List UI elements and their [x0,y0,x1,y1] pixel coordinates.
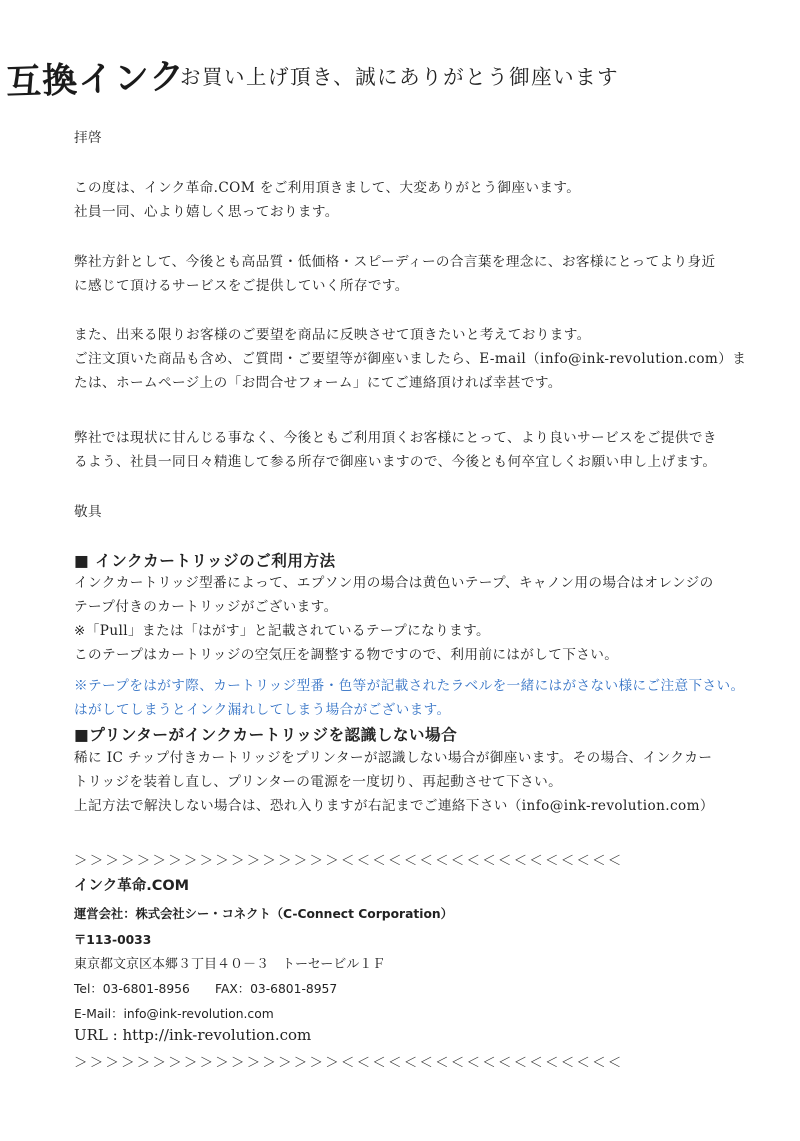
section-printer-recognition-text: 稀に IC チップ付きカートリッジをプリンターが認識しない場合が御座います。その場合、インクカー トリッジを装着し直し、プリンターの電源を一度切り、再起動させて下さい。 上記方法で解決しない場合は、恐れ入りますが右記までご連絡下さい（info@ink-revolution.com） [74,750,714,814]
paragraph-3: また、出来る限りお客様のご要望を商品に反映させて頂きたいと考えております。 ご注文頂いた商品も含め、ご質問・ご要望等が御座いましたら、E-mail（info@ink-revolution.com）ま たは、ホームページ上の「お問合せフォーム」にてご連絡頂ければ幸甚です。 [74,327,747,391]
section-cartridge-usage-text: インクカートリッジ型番によって、エプソン用の場合は黄色いテープ、キャノン用の場合はオレンジの テープ付きのカートリッジがございます。 ※「Pull」または「はがす」と記載されているテープになります。 このテープはカートリッジの空気圧を調整する物ですので、利用前にはがして下さい。 [74,575,714,663]
section-cartridge-notice: ※テープをはがす際、カートリッジ型番・色等が記載されたラベルを一緒にはがさない様にご注意下さい。 はがしてしまうとインク漏れしてしまう場合がございます。 [74,678,745,718]
operator-company: 運営会社：株式会社シー・コネクト（C-Connect Corporation） [74,907,453,921]
closing-salutation: 敬具 [74,504,102,520]
tel-number: Tel：03-6801-8956 [74,982,190,996]
separator-top: ＞＞＞＞＞＞＞＞＞＞＞＞＞＞＞＞＞＜＜＜＜＜＜＜＜＜＜＜＜＜＜＜＜＜＜ [74,853,624,869]
website-url[interactable]: URL : http://ink-revolution.com [74,1026,312,1044]
paragraph-4: 弊社では現状に甘んじる事なく、今後ともご利用頂くお客様にとって、より良いサービスをご提供でき るよう、社員一同日々精進して参る所存で御座いますので、今後とも何卒宜しくお願い申し上げます。 [74,430,717,470]
separator-bottom: ＞＞＞＞＞＞＞＞＞＞＞＞＞＞＞＞＞＜＜＜＜＜＜＜＜＜＜＜＜＜＜＜＜＜＜ [74,1055,624,1071]
paragraph-2: 弊社方針として、今後とも高品質・低価格・スピーディーの合言葉を理念に、お客様にとってより身近 に感じて頂けるサービスをご提供していく所存です。 [74,254,716,294]
paragraph-1: この度は、インク革命.COM をご利用頂きまして、大変ありがとう御座います。 社員一同、心より嬉しく思っております。 [74,180,581,220]
postal-code: 〒113-0033 [74,933,152,947]
email-address[interactable]: E-Mail：info@ink-revolution.com [74,1007,274,1021]
address: 東京都文京区本郷３丁目４０－３ トーセービル１Ｆ [74,957,386,972]
opening-salutation: 拝啓 [74,130,102,146]
company-name: インク革命.COM [74,878,190,894]
page-title: お買い上げ頂き、誠にありがとう御座います [180,65,620,89]
fax-number: FAX：03-6801-8957 [215,982,338,996]
section-heading-printer-recognition: ■プリンターがインクカートリッジを認識しない場合 [74,725,458,744]
logo: 互換インク [5,56,187,104]
section-heading-cartridge-usage: ■ インクカートリッジのご利用方法 [74,551,336,570]
